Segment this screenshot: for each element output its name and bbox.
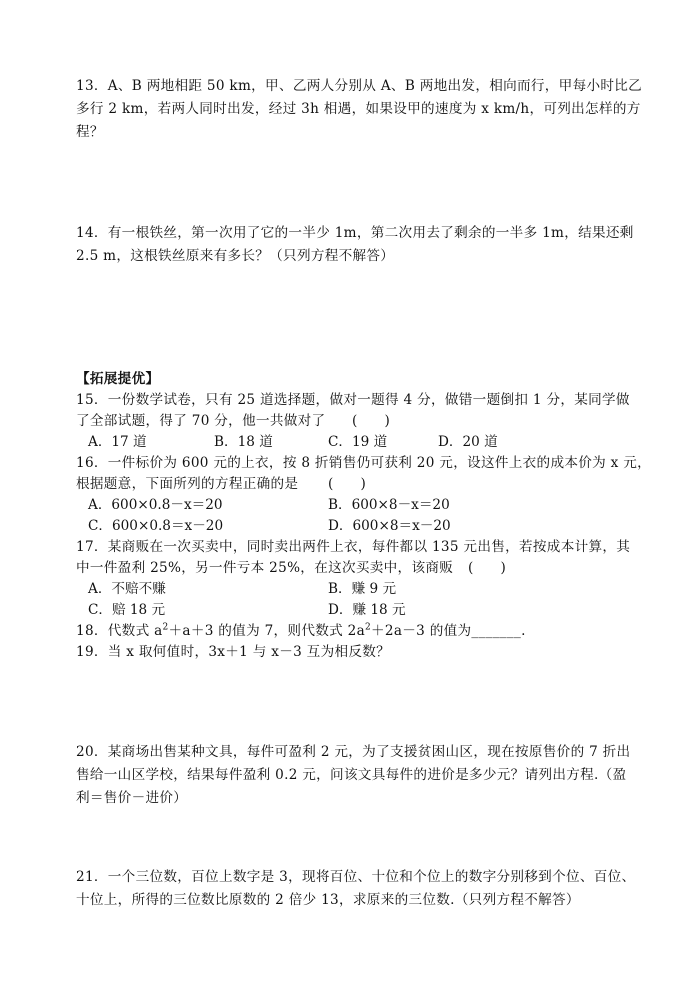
q18-line [76, 621, 526, 641]
q20-line-3: 利＝售价－进价） [76, 790, 188, 806]
q17-option-b: B．赚 9 元 [328, 581, 397, 597]
q13-line-3: 程？ [76, 124, 104, 140]
q18-exponent-1: 2 [162, 622, 169, 633]
q15-line-1: 15．一份数学试卷，只有 25 道选择题，做对一题得 4 分，做错一题倒扣 1 分，某同学做 [76, 392, 630, 408]
q16-line-1: 16．一件标价为 600 元的上衣，按 8 折销售仍可获利 20 元，设这件上衣的成本价为 x 元， [76, 455, 652, 471]
q21-line-2: 十位上，所得的三位数比原数的 2 倍少 13，求原来的三位数.（只列方程不解答） [76, 892, 580, 908]
q17-line-2: 中一件盈利 25%，另一件亏本 25%，在这次买卖中，该商贩 [76, 560, 454, 576]
q21-line-1: 21．一个三位数，百位上数字是 3，现将百位、十位和个位上的数字分别移到个位、百位、 [76, 869, 636, 885]
q15-option-a: A．17 道 [88, 434, 147, 450]
q17-line-1: 17．某商贩在一次买卖中，同时卖出两件上衣，每件都以 135 元出售，若按成本计算，其 [76, 539, 631, 555]
q18-text-mid: ＋a＋3 的值为 7，则代数式 2a [168, 623, 365, 639]
q17-option-a: A．不赔不赚 [88, 581, 166, 597]
q13-line-1: 13．A、B 两地相距 50 km，甲、乙两人分别从 A、B 两地出发，相向而行，甲每小时比乙 [76, 78, 643, 94]
q15-option-d: D．20 道 [438, 434, 498, 450]
q14-line-1: 14．有一根铁丝，第一次用了它的一半少 1m，第二次用去了剩余的一半多 1m，结果还剩 [76, 225, 634, 241]
q16-option-b: B．600×8－x＝20 [328, 497, 450, 513]
q15-option-b: B．18 道 [214, 434, 273, 450]
q20-line-1: 20．某商场出售某种文具，每件可盈利 2 元，为了支援贫困山区，现在按原售价的 7 折出 [76, 744, 631, 760]
q16-answer-paren: ( ) [328, 476, 366, 492]
q16-option-a: A．600×0.8－x＝20 [88, 497, 223, 513]
q17-answer-paren: ( ) [468, 560, 506, 576]
q15-option-c: C．19 道 [328, 434, 388, 450]
q13-line-2: 多行 2 km，若两人同时出发，经过 3h 相遇，如果设甲的速度为 x km/h，可列出怎样的方 [76, 101, 641, 117]
q14-line-2: 2.5 m，这根铁丝原来有多长？（只列方程不解答） [76, 248, 395, 264]
q15-line-2: 了全部试题，得了 70 分，他一共做对了 [76, 413, 326, 429]
q18-text-pre: 18．代数式 a [76, 623, 163, 639]
q17-option-c: C．赔 18 元 [88, 602, 166, 618]
q18-text-post: ＋2a－3 的值为_______. [371, 623, 526, 639]
q17-option-d: D．赚 18 元 [328, 602, 406, 618]
q19-line-1: 19．当 x 取何值时，3x＋1 与 x－3 互为相反数？ [76, 644, 391, 660]
q16-option-c: C．600×0.8＝x－20 [88, 518, 224, 534]
q16-option-d: D．600×8＝x－20 [328, 518, 451, 534]
section-heading: 【拓展提优】 [76, 371, 160, 387]
q18-exponent-2: 2 [365, 622, 372, 633]
q16-line-2: 根据题意，下面所列的方程正确的是 [76, 476, 299, 492]
q20-line-2: 售给一山区学校，结果每件盈利 0.2 元，问该文具每件的进价是多少元？请列出方程.（盈 [76, 767, 627, 783]
q15-answer-paren: ( ) [352, 413, 390, 429]
